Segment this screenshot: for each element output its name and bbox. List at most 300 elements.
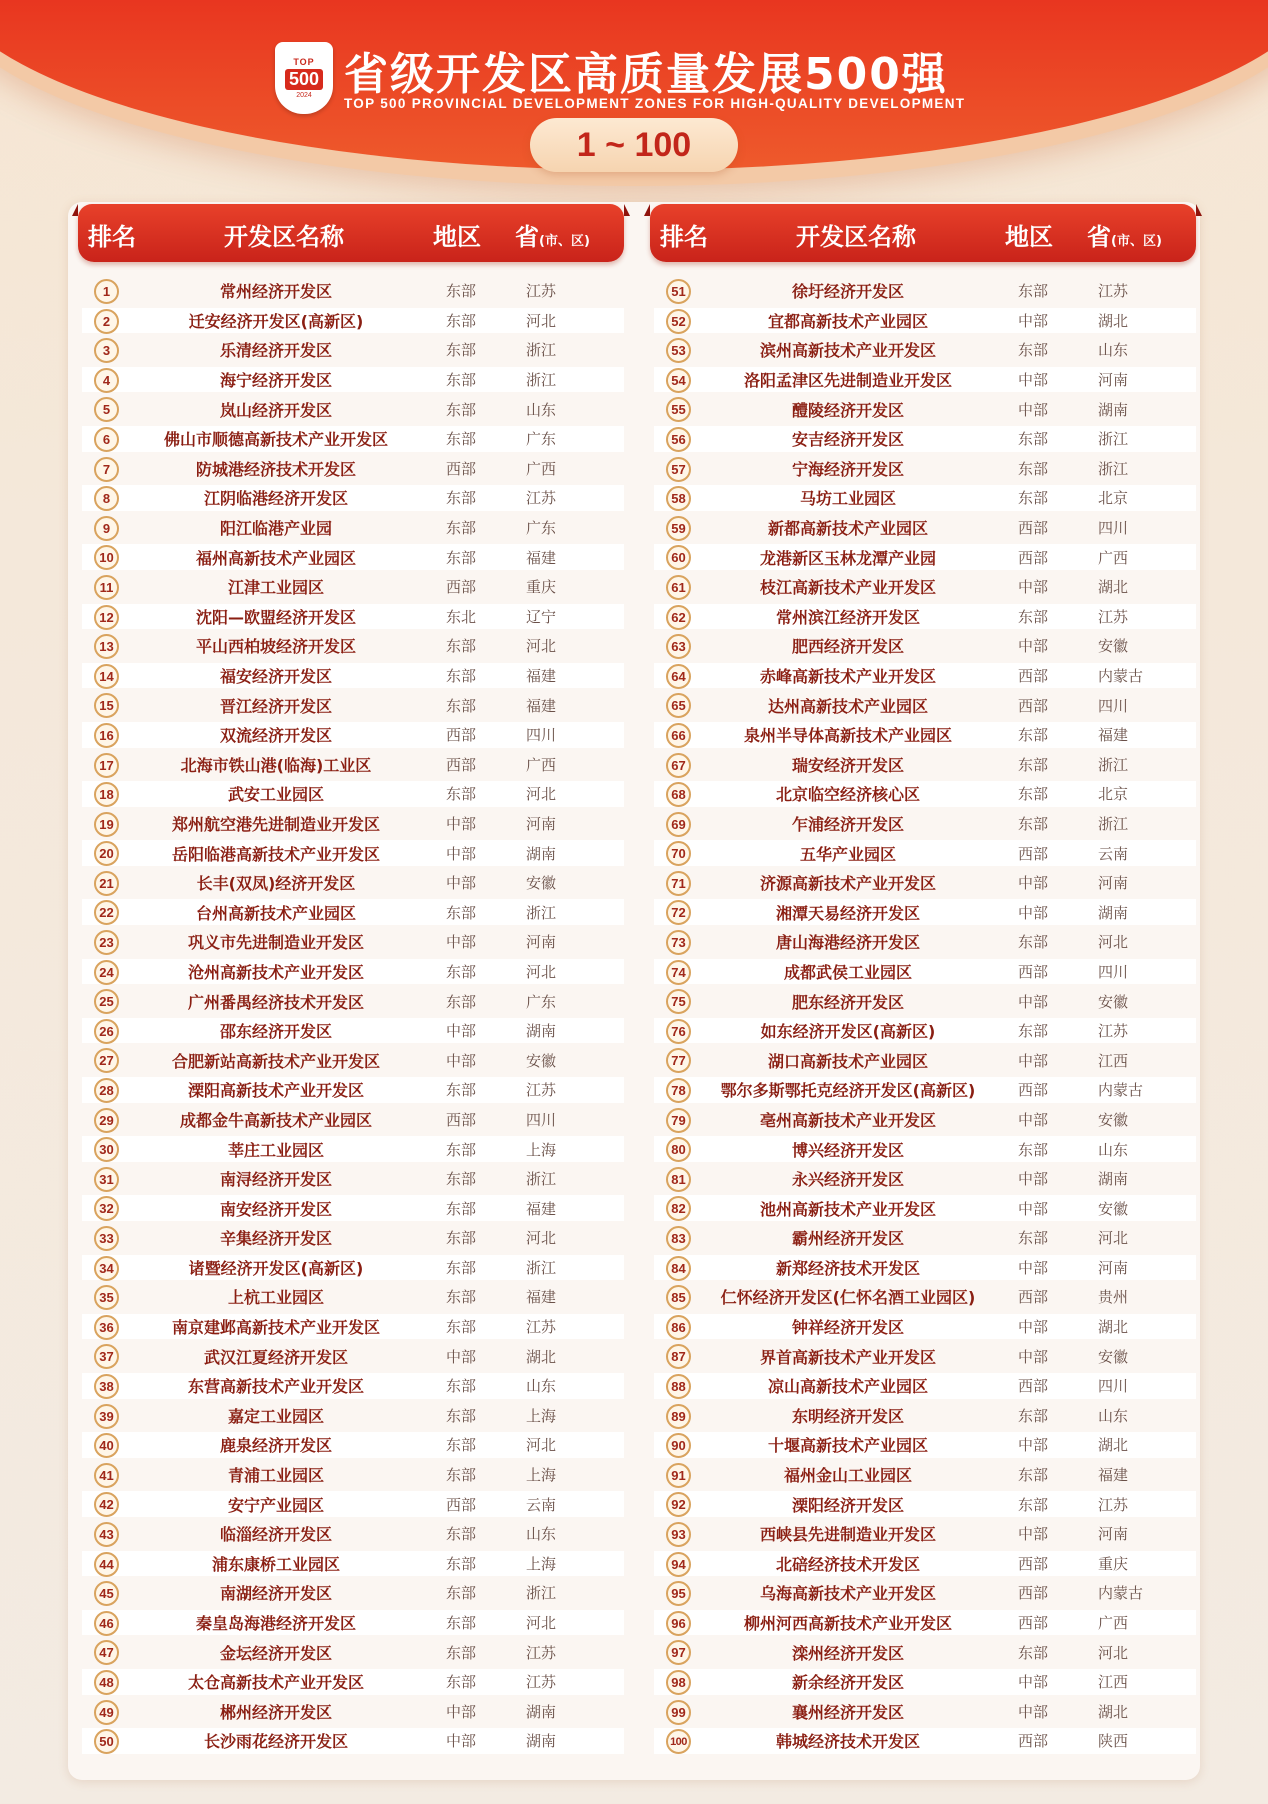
rank-badge: 82: [666, 1196, 691, 1221]
table-row: [78, 690, 624, 720]
zone-province: 山东: [1098, 1406, 1129, 1425]
zone-province: 福建: [526, 548, 557, 567]
zone-name: 巩义市先进制造业开发区: [187, 933, 364, 953]
table-row: [650, 572, 1196, 602]
zone-name: 如东经济开发区(高新区): [760, 1022, 936, 1042]
table-row: [650, 1549, 1196, 1579]
zone-region: 东部: [445, 519, 476, 538]
table-row: [78, 1430, 624, 1460]
rank-badge: 59: [666, 516, 691, 541]
zone-name: 邵东经济开发区: [219, 1022, 332, 1042]
zone-province: 江苏: [526, 1081, 557, 1100]
table-row: [78, 1460, 624, 1490]
zone-province: 福建: [526, 1199, 557, 1218]
rank-badge: 2: [94, 309, 119, 334]
zone-name: 防城港经济技术开发区: [195, 459, 356, 479]
rank-badge: 60: [666, 545, 691, 570]
zone-name: 瑞安经济开发区: [791, 755, 904, 775]
zone-name: 阳江临港产业园: [219, 519, 332, 539]
zone-region: 东部: [445, 903, 476, 922]
table-row: [650, 927, 1196, 957]
zone-name: 博兴经济开发区: [791, 1140, 904, 1160]
zone-region: 东部: [445, 548, 476, 567]
zone-province: 福建: [526, 696, 557, 715]
zone-province: 河南: [1098, 1258, 1129, 1277]
table-header: [78, 204, 624, 262]
zone-name: 北海市铁山港(临海)工业区: [180, 755, 372, 775]
zone-name: 西峡县先进制造业开发区: [759, 1525, 936, 1545]
column-header-rank: 排名: [660, 223, 708, 251]
zone-region: 中部: [1017, 1436, 1048, 1455]
table-row: [78, 1312, 624, 1342]
zone-name: 常州经济开发区: [219, 282, 332, 302]
zone-region: 中部: [1017, 874, 1048, 893]
table-row: [650, 1726, 1196, 1756]
zone-region: 中部: [1017, 1525, 1048, 1544]
zone-name: 长丰(双凤)经济开发区: [196, 874, 356, 894]
zone-region: 东部: [445, 992, 476, 1011]
zone-name: 新都高新技术产业园区: [767, 519, 928, 539]
zone-province: 安徽: [1098, 637, 1129, 656]
zone-province: 江苏: [1098, 1022, 1129, 1041]
table-row: [650, 1105, 1196, 1135]
zone-region: 东部: [445, 430, 476, 449]
zone-region: 中部: [1017, 992, 1048, 1011]
zone-region: 中部: [1017, 1702, 1048, 1721]
rank-badge: 53: [666, 338, 691, 363]
zone-name: 东明经济开发区: [791, 1406, 904, 1426]
rank-badge: 26: [94, 1019, 119, 1044]
zone-province: 广西: [1098, 548, 1129, 567]
rank-badge: 10: [94, 545, 119, 570]
table-row: [650, 394, 1196, 424]
rank-badge: 3: [94, 338, 119, 363]
zone-name: 郑州航空港先进制造业开发区: [171, 814, 380, 834]
table-row: [650, 1223, 1196, 1253]
zone-name: 南浔经济开发区: [219, 1170, 332, 1190]
column-header-region: 地区: [433, 223, 481, 251]
zone-province: 四川: [1098, 696, 1129, 715]
rank-badge: 74: [666, 960, 691, 985]
rank-badge: 41: [94, 1463, 119, 1488]
table-row: [650, 720, 1196, 750]
zone-name: 钟祥经济开发区: [791, 1318, 904, 1338]
zone-region: 东部: [445, 1081, 476, 1100]
zone-region: 西部: [1017, 962, 1048, 981]
table-row: [78, 1519, 624, 1549]
zone-province: 安徽: [1098, 1347, 1129, 1366]
table-row: [78, 1401, 624, 1431]
zone-name: 台州高新技术产业园区: [195, 903, 356, 923]
zone-region: 东部: [445, 1554, 476, 1573]
zone-region: 中部: [445, 1051, 476, 1070]
table-row: [650, 1460, 1196, 1490]
zone-region: 东部: [1017, 814, 1048, 833]
rank-badge: 72: [666, 900, 691, 925]
zone-province: 广西: [526, 755, 557, 774]
table-row: [78, 365, 624, 395]
table-row: [78, 1549, 624, 1579]
table-row: [78, 335, 624, 365]
zone-name: 达州高新技术产业园区: [767, 696, 928, 716]
zone-region: 西部: [445, 1495, 476, 1514]
zone-name: 北京临空经济核心区: [775, 785, 920, 805]
rank-badge: 24: [94, 960, 119, 985]
zone-province: 内蒙古: [1098, 667, 1144, 686]
zone-name: 乍浦经济开发区: [791, 814, 904, 834]
zone-region: 西部: [1017, 1377, 1048, 1396]
zone-region: 东部: [445, 1288, 476, 1307]
zone-region: 西部: [445, 578, 476, 597]
table-row: [78, 1608, 624, 1638]
table-row: [78, 1223, 624, 1253]
zone-region: 东部: [445, 489, 476, 508]
table-row: [78, 661, 624, 691]
zone-province: 江苏: [526, 1673, 557, 1692]
zone-province: 广西: [1098, 1614, 1129, 1633]
zone-region: 西部: [1017, 548, 1048, 567]
zone-region: 中部: [1017, 1110, 1048, 1129]
zone-province: 湖北: [1098, 578, 1129, 597]
rank-badge: 28: [94, 1078, 119, 1103]
zone-province: 河南: [1098, 371, 1129, 390]
table-row: [650, 1519, 1196, 1549]
rank-badge: 12: [94, 605, 119, 630]
rank-badge: 49: [94, 1700, 119, 1725]
zone-name: 武安工业园区: [227, 785, 324, 805]
table-row: [650, 868, 1196, 898]
zone-province: 上海: [526, 1406, 557, 1425]
zone-name: 仁怀经济开发区(仁怀名酒工业园区): [720, 1288, 976, 1308]
zone-province: 浙江: [526, 341, 557, 360]
zone-province: 安徽: [526, 874, 557, 893]
zone-region: 中部: [445, 933, 476, 952]
zone-region: 东部: [445, 1199, 476, 1218]
rank-badge: 43: [94, 1522, 119, 1547]
zone-region: 东部: [1017, 341, 1048, 360]
zone-province: 四川: [1098, 1377, 1129, 1396]
zone-name: 襄州经济开发区: [791, 1702, 904, 1722]
zone-region: 西部: [1017, 519, 1048, 538]
zone-name: 北碚经济技术开发区: [775, 1554, 920, 1574]
table-header: [650, 204, 1196, 262]
column-header-name: 开发区名称: [224, 223, 344, 251]
table-row: [650, 661, 1196, 691]
zone-name: 洛阳孟津区先进制造业开发区: [743, 371, 952, 391]
rank-badge: 94: [666, 1552, 691, 1577]
table-row: [78, 1193, 624, 1223]
zone-name: 海宁经济开发区: [219, 371, 332, 391]
zone-province: 湖南: [1098, 1170, 1129, 1189]
zone-region: 东部: [1017, 1466, 1048, 1485]
zone-name: 临淄经济开发区: [219, 1525, 332, 1545]
zone-province: 湖南: [1098, 400, 1129, 419]
zone-province: 山东: [526, 1525, 557, 1544]
zone-name: 广州番禺经济技术开发区: [187, 992, 364, 1012]
zone-province: 四川: [1098, 962, 1129, 981]
zone-name: 太仓高新技术产业开发区: [187, 1673, 364, 1693]
table-row: [650, 483, 1196, 513]
rank-badge: 22: [94, 900, 119, 925]
rank-badge: 4: [94, 368, 119, 393]
table-row: [78, 631, 624, 661]
table-row: [78, 1341, 624, 1371]
zone-region: 东部: [445, 1406, 476, 1425]
zone-name: 南安经济开发区: [219, 1199, 332, 1219]
zone-name: 福州金山工业园区: [783, 1466, 912, 1486]
zone-name: 晋江经济开发区: [219, 696, 332, 716]
column-header-province: [515, 217, 590, 252]
table-row: [650, 750, 1196, 780]
zone-province: 福建: [526, 667, 557, 686]
zone-region: 中部: [445, 874, 476, 893]
zone-province: 河北: [526, 962, 557, 981]
zone-province: 河北: [526, 1229, 557, 1248]
table-row: [650, 1608, 1196, 1638]
zone-region: 东部: [445, 1318, 476, 1337]
zone-name: 福安经济开发区: [219, 667, 332, 687]
table-row: [78, 276, 624, 306]
table-row: [78, 306, 624, 336]
zone-province: 湖南: [526, 1022, 557, 1041]
zone-name: 韩城经济技术开发区: [775, 1732, 920, 1752]
zone-province: 四川: [526, 1110, 557, 1129]
zone-name: 宜都高新技术产业园区: [767, 311, 928, 331]
zone-province: 重庆: [526, 578, 557, 597]
zone-region: 中部: [1017, 400, 1048, 419]
zone-name: 合肥新站高新技术产业开发区: [171, 1051, 380, 1071]
table-row: [78, 720, 624, 750]
zone-province: 上海: [526, 1554, 557, 1573]
zone-province: 浙江: [526, 1170, 557, 1189]
zone-name: 沈阳—欧盟经济开发区: [195, 607, 356, 627]
table-row: [78, 602, 624, 632]
zone-province: 湖南: [1098, 903, 1129, 922]
zone-province: 内蒙古: [1098, 1584, 1144, 1603]
zone-region: 东部: [445, 1643, 476, 1662]
zone-province: 上海: [526, 1466, 557, 1485]
table-row: [78, 1282, 624, 1312]
zone-name: 肥东经济开发区: [791, 992, 904, 1012]
zone-name: 福州高新技术产业园区: [195, 548, 356, 568]
rank-badge: 65: [666, 693, 691, 718]
zone-province: 广东: [526, 992, 557, 1011]
table-row: [650, 838, 1196, 868]
zone-region: 中部: [1017, 903, 1048, 922]
ranking-panel-left: [78, 204, 624, 1756]
zone-province: 四川: [526, 726, 557, 745]
zone-province: 山东: [1098, 1140, 1129, 1159]
rank-badge: 91: [666, 1463, 691, 1488]
table-row: [650, 809, 1196, 839]
table-row: [78, 483, 624, 513]
table-row: [78, 572, 624, 602]
zone-name: 龙港新区玉林龙潭产业园: [759, 548, 936, 568]
rank-badge: 7: [94, 457, 119, 482]
rank-badge: 33: [94, 1226, 119, 1251]
zone-name: 肥西经济开发区: [791, 637, 904, 657]
zone-region: 东部: [445, 1377, 476, 1396]
rank-badge: 46: [94, 1611, 119, 1636]
zone-name: 凉山高新技术产业园区: [767, 1377, 928, 1397]
zone-region: 西部: [1017, 1288, 1048, 1307]
zone-name: 滨州高新技术产业开发区: [759, 341, 936, 361]
zone-region: 东部: [445, 1140, 476, 1159]
zone-region: 东部: [1017, 1495, 1048, 1514]
zone-province: 四川: [1098, 519, 1129, 538]
zone-name: 岳阳临港高新技术产业开发区: [171, 844, 380, 864]
rank-badge: 47: [94, 1640, 119, 1665]
column-header-name: 开发区名称: [796, 223, 916, 251]
zone-name: 东营高新技术产业开发区: [187, 1377, 364, 1397]
zone-region: 中部: [445, 1022, 476, 1041]
zone-region: 西部: [1017, 844, 1048, 863]
rank-badge: 76: [666, 1019, 691, 1044]
rank-badge: 58: [666, 486, 691, 511]
zone-region: 东部: [445, 311, 476, 330]
rank-badge: 5: [94, 397, 119, 422]
zone-province: 浙江: [1098, 755, 1129, 774]
table-row: [78, 1637, 624, 1667]
zone-name: 永兴经济开发区: [791, 1170, 904, 1190]
table-row: [650, 1341, 1196, 1371]
logo-year: 2024: [296, 92, 312, 99]
rank-badge: 39: [94, 1404, 119, 1429]
rank-badge: 83: [666, 1226, 691, 1251]
rank-badge: 61: [666, 575, 691, 600]
table-row: [78, 1371, 624, 1401]
zone-region: 东部: [445, 962, 476, 981]
zone-region: 东部: [445, 1525, 476, 1544]
zone-province: 浙江: [526, 903, 557, 922]
zone-name: 鹿泉经济开发区: [219, 1436, 332, 1456]
zone-name: 徐圩经济开发区: [791, 282, 904, 302]
rank-badge: 62: [666, 605, 691, 630]
table-row: [650, 957, 1196, 987]
zone-name: 池州高新技术产业开发区: [759, 1199, 936, 1219]
table-row: [78, 1045, 624, 1075]
table-row: [78, 1016, 624, 1046]
zone-name: 秦皇岛海港经济开发区: [195, 1614, 356, 1634]
zone-name: 唐山海港经济开发区: [775, 933, 920, 953]
zone-region: 中部: [445, 814, 476, 833]
zone-province: 云南: [1098, 844, 1129, 863]
table-row: [78, 1253, 624, 1283]
zone-province: 河北: [1098, 1643, 1129, 1662]
table-row: [650, 1282, 1196, 1312]
table-row: [650, 1697, 1196, 1727]
zone-province: 江苏: [526, 282, 557, 301]
table-row: [650, 424, 1196, 454]
zone-name: 赤峰高新技术产业开发区: [759, 667, 936, 687]
rank-badge: 38: [94, 1374, 119, 1399]
rank-badge: 36: [94, 1315, 119, 1340]
zone-region: 东部: [1017, 1229, 1048, 1248]
column-header-province: [1087, 217, 1162, 252]
zone-province: 福建: [1098, 1466, 1129, 1485]
table-row: [650, 542, 1196, 572]
zone-name: 亳州高新技术产业开发区: [759, 1110, 936, 1130]
rank-badge: 90: [666, 1433, 691, 1458]
zone-region: 中部: [1017, 1170, 1048, 1189]
zone-province: 浙江: [1098, 814, 1129, 833]
rank-badge: 56: [666, 427, 691, 452]
table-row: [78, 986, 624, 1016]
zone-province: 河南: [1098, 874, 1129, 893]
table-row: [650, 1430, 1196, 1460]
range-badge: 1 ~ 100: [530, 118, 738, 172]
zone-region: 东部: [445, 1614, 476, 1633]
zone-region: 中部: [1017, 1258, 1048, 1277]
zone-province: 河北: [1098, 933, 1129, 952]
table-row: [78, 927, 624, 957]
zone-region: 中部: [445, 1732, 476, 1751]
zone-province: 河北: [526, 311, 557, 330]
zone-region: 东部: [1017, 1643, 1048, 1662]
rank-badge: 31: [94, 1167, 119, 1192]
zone-province: 江西: [1098, 1051, 1129, 1070]
zone-name: 浦东康桥工业园区: [211, 1554, 340, 1574]
zone-province: 河北: [526, 637, 557, 656]
ranking-list-right: [650, 276, 1196, 1756]
rank-badge: 96: [666, 1611, 691, 1636]
zone-region: 东部: [1017, 430, 1048, 449]
zone-region: 东部: [1017, 1406, 1048, 1425]
zone-name: 平山西柏坡经济开发区: [195, 637, 356, 657]
zone-name: 马坊工业园区: [799, 489, 896, 509]
column-header-province-label: 省: [1087, 223, 1111, 251]
table-row: [650, 1371, 1196, 1401]
table-row: [78, 394, 624, 424]
zone-province: 湖南: [526, 844, 557, 863]
table-row: [650, 690, 1196, 720]
zone-province: 河北: [526, 1614, 557, 1633]
table-row: [650, 1016, 1196, 1046]
rank-badge: 55: [666, 397, 691, 422]
zone-name: 迁安经济开发区(高新区): [188, 311, 364, 331]
table-row: [650, 1075, 1196, 1105]
rank-badge: 27: [94, 1048, 119, 1073]
rank-badge: 8: [94, 486, 119, 511]
rank-badge: 100: [666, 1729, 691, 1754]
zone-province: 广东: [526, 430, 557, 449]
zone-name: 佛山市顺德高新技术产业开发区: [163, 430, 388, 450]
zone-name: 长沙雨花经济开发区: [203, 1732, 348, 1752]
zone-province: 贵州: [1098, 1288, 1129, 1307]
zone-province: 陕西: [1098, 1732, 1129, 1751]
rank-badge: 92: [666, 1492, 691, 1517]
rank-badge: 11: [94, 575, 119, 600]
zone-province: 浙江: [1098, 430, 1129, 449]
zone-region: 中部: [1017, 637, 1048, 656]
table-row: [650, 897, 1196, 927]
zone-province: 湖北: [1098, 1436, 1129, 1455]
zone-province: 福建: [526, 1288, 557, 1307]
zone-region: 中部: [445, 1347, 476, 1366]
zone-region: 东部: [445, 1673, 476, 1692]
zone-province: 北京: [1098, 785, 1129, 804]
zone-region: 中部: [1017, 1051, 1048, 1070]
zone-region: 东部: [445, 696, 476, 715]
table-row: [78, 809, 624, 839]
table-row: [650, 513, 1196, 543]
zone-province: 河北: [1098, 1229, 1129, 1248]
zone-province: 湖南: [526, 1702, 557, 1721]
zone-province: 山东: [526, 400, 557, 419]
zone-name: 沧州高新技术产业开发区: [187, 962, 364, 982]
zone-region: 东部: [445, 282, 476, 301]
zone-province: 浙江: [526, 1258, 557, 1277]
